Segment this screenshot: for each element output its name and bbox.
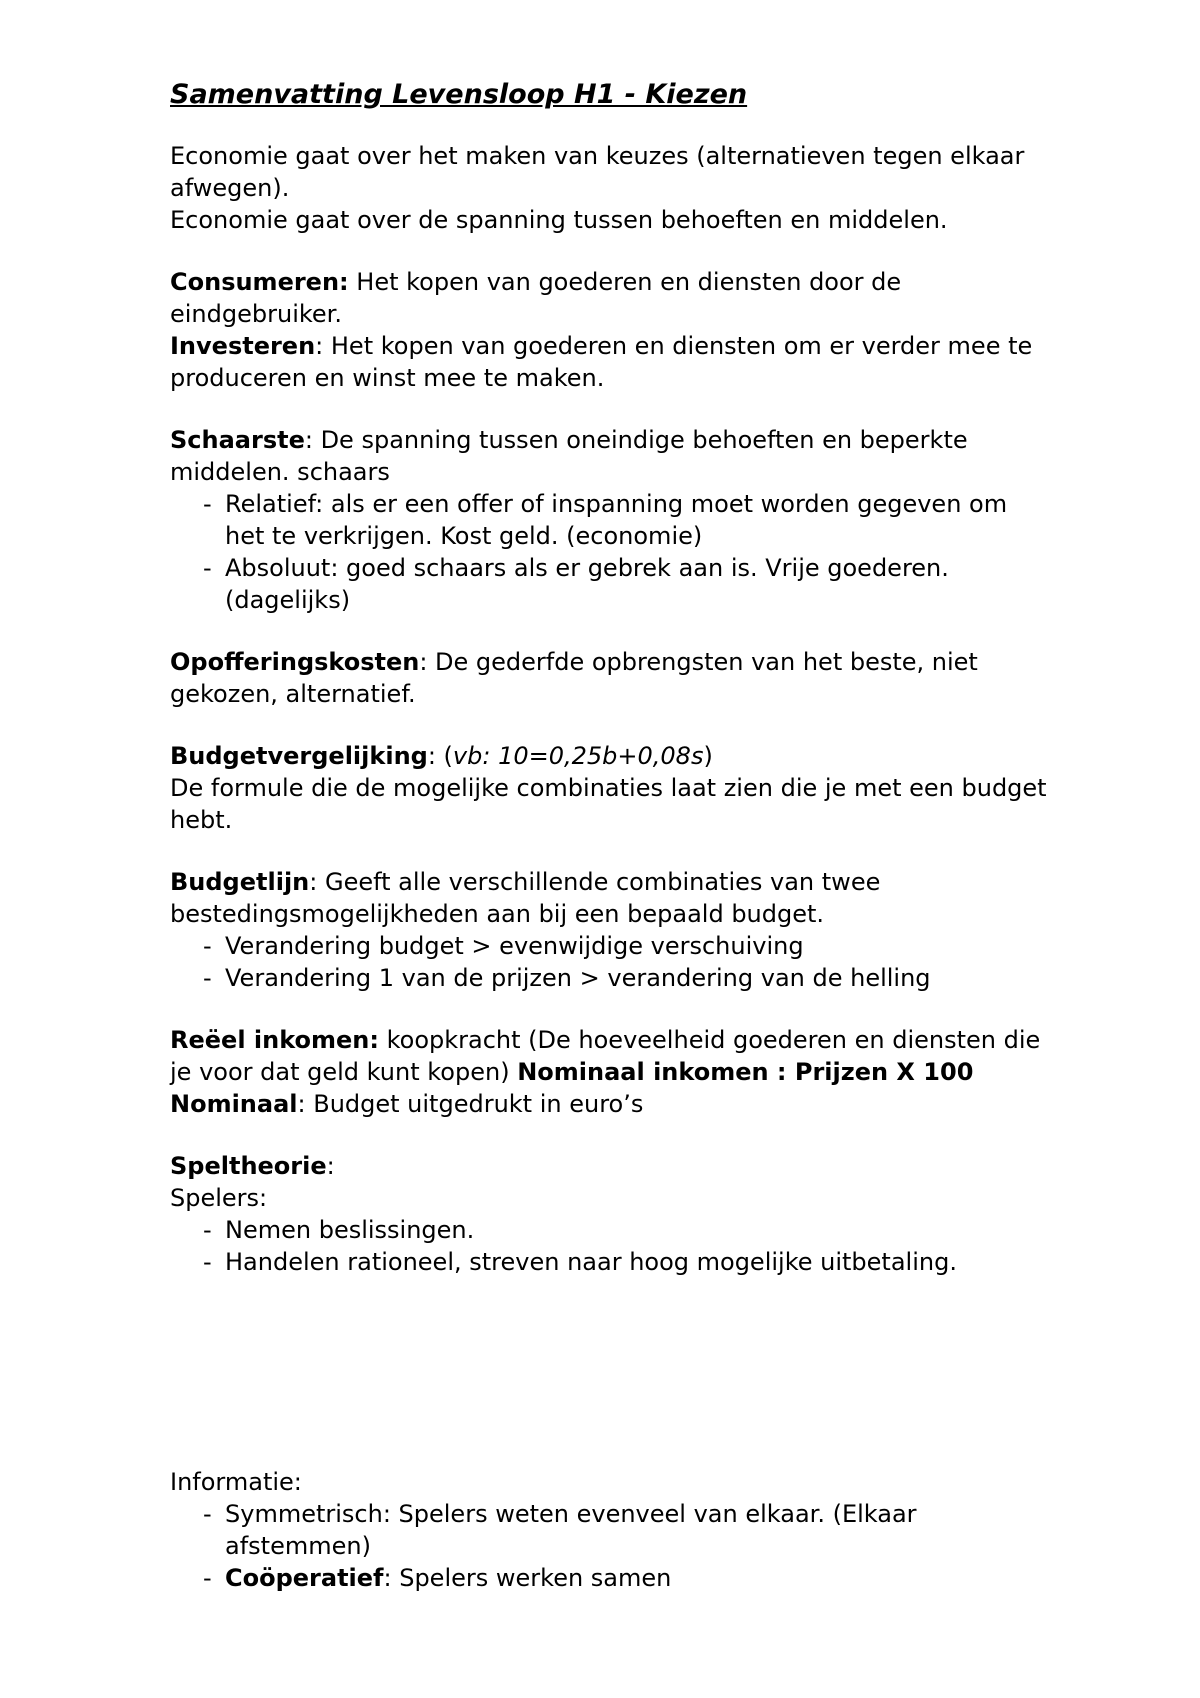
budgetvergelijking-term: Budgetvergelijking xyxy=(170,742,428,770)
list-item xyxy=(170,1562,1050,1594)
budgetlijn-section xyxy=(170,866,1050,994)
informatie-section xyxy=(170,1466,1050,1594)
list-item: - Relatief: als er een offer of inspanning moet worden gegeven om het te verkrijgen. Kost geld. (economie) xyxy=(170,488,1050,552)
cooperatief-text: : Spelers werken samen xyxy=(383,1564,672,1592)
opoffering-term: Opofferingskosten xyxy=(170,648,420,676)
informatie-list xyxy=(170,1498,1050,1594)
list-item: - Symmetrisch: Spelers weten evenveel van elkaar. (Elkaar afstemmen) xyxy=(170,1498,1050,1562)
informatie-label: Informatie: xyxy=(170,1468,302,1496)
schaarste-text: : De spanning tussen oneindige behoeften en beperkte middelen. schaars xyxy=(170,426,968,486)
list-item: - Verandering 1 van de prijzen > verandering van de helling xyxy=(170,962,1050,994)
budgetvergelijking-close: ) xyxy=(703,742,713,770)
investeren-definition xyxy=(170,330,1050,394)
speltheorie-colon: : xyxy=(326,1152,335,1180)
nominaal-text: : Budget uitgedrukt in euro’s xyxy=(297,1090,644,1118)
opoffering-definition xyxy=(170,646,1050,710)
schaarste-definition xyxy=(170,424,1050,488)
blank-space xyxy=(170,1278,1050,1466)
intro-paragraph xyxy=(170,140,1050,236)
investeren-text: : Het kopen van goederen en diensten om er verder mee te produceren en winst mee te maken. xyxy=(170,332,1033,392)
budgetvergelijking-section xyxy=(170,740,1050,836)
list-item: - Absoluut: goed schaars als er gebrek aan is. Vrije goederen. (dagelijks) xyxy=(170,552,1050,616)
spelers-label: Spelers: xyxy=(170,1184,268,1212)
consumeren-investeren-section xyxy=(170,266,1050,394)
list-item: - Handelen rationeel, streven naar hoog mogelijke uitbetaling. xyxy=(170,1246,1050,1278)
list-item: - Nemen beslissingen. xyxy=(170,1214,1050,1246)
investeren-term: Investeren xyxy=(170,332,316,360)
intro-line-1: Economie gaat over het maken van keuzes (alternatieven tegen elkaar afwegen). xyxy=(170,142,1025,202)
spelers-list xyxy=(170,1214,1050,1278)
cooperatief-term: Coöperatief xyxy=(225,1564,384,1592)
budgetlijn-text: : Geeft alle verschillende combinaties van twee bestedingsmogelijkheden aan bij een bepaald budget. xyxy=(170,868,881,928)
schaarste-section xyxy=(170,424,1050,616)
schaarste-list xyxy=(170,488,1050,616)
budgetvergelijking-text: De formule die de mogelijke combinaties laat zien die je met een budget hebt. xyxy=(170,774,1047,834)
budgetvergelijking-colon: : ( xyxy=(427,742,453,770)
opoffering-text: : De gederfde opbrengsten van het beste, niet gekozen, alternatief. xyxy=(170,648,978,708)
nominaal-term: Nominaal xyxy=(170,1090,298,1118)
budgetvergelijking-heading xyxy=(170,740,1050,772)
reeel-bold-tail: Nominaal inkomen : Prijzen X 100 xyxy=(517,1058,974,1086)
budgetlijn-list xyxy=(170,930,1050,994)
reeel-definition xyxy=(170,1024,1050,1088)
budgetlijn-definition xyxy=(170,866,1050,930)
schaarste-term: Schaarste xyxy=(170,426,305,454)
speltheorie-term: Speltheorie xyxy=(170,1152,327,1180)
inkomen-section xyxy=(170,1024,1050,1120)
reeel-text: koopkracht (De hoeveelheid goederen en diensten die je voor dat geld kunt kopen) xyxy=(170,1026,1041,1086)
list-item: - Verandering budget > evenwijdige verschuiving xyxy=(170,930,1050,962)
consumeren-text: Het kopen van goederen en diensten door de eindgebruiker. xyxy=(170,268,902,328)
reeel-term: Reëel inkomen: xyxy=(170,1026,379,1054)
consumeren-definition xyxy=(170,266,1050,330)
document-title: Samenvatting Levensloop H1 - Kiezen xyxy=(170,79,748,110)
intro-line-2: Economie gaat over de spanning tussen behoeften en middelen. xyxy=(170,206,948,234)
opoffering-section xyxy=(170,646,1050,710)
nominaal-definition xyxy=(170,1088,1050,1120)
budgetvergelijking-example: vb: 10=0,25b+0,08s xyxy=(452,742,704,770)
budgetlijn-term: Budgetlijn xyxy=(170,868,310,896)
speltheorie-heading xyxy=(170,1150,1050,1182)
speltheorie-section xyxy=(170,1150,1050,1278)
consumeren-term: Consumeren: xyxy=(170,268,349,296)
document-page xyxy=(170,78,1050,1594)
